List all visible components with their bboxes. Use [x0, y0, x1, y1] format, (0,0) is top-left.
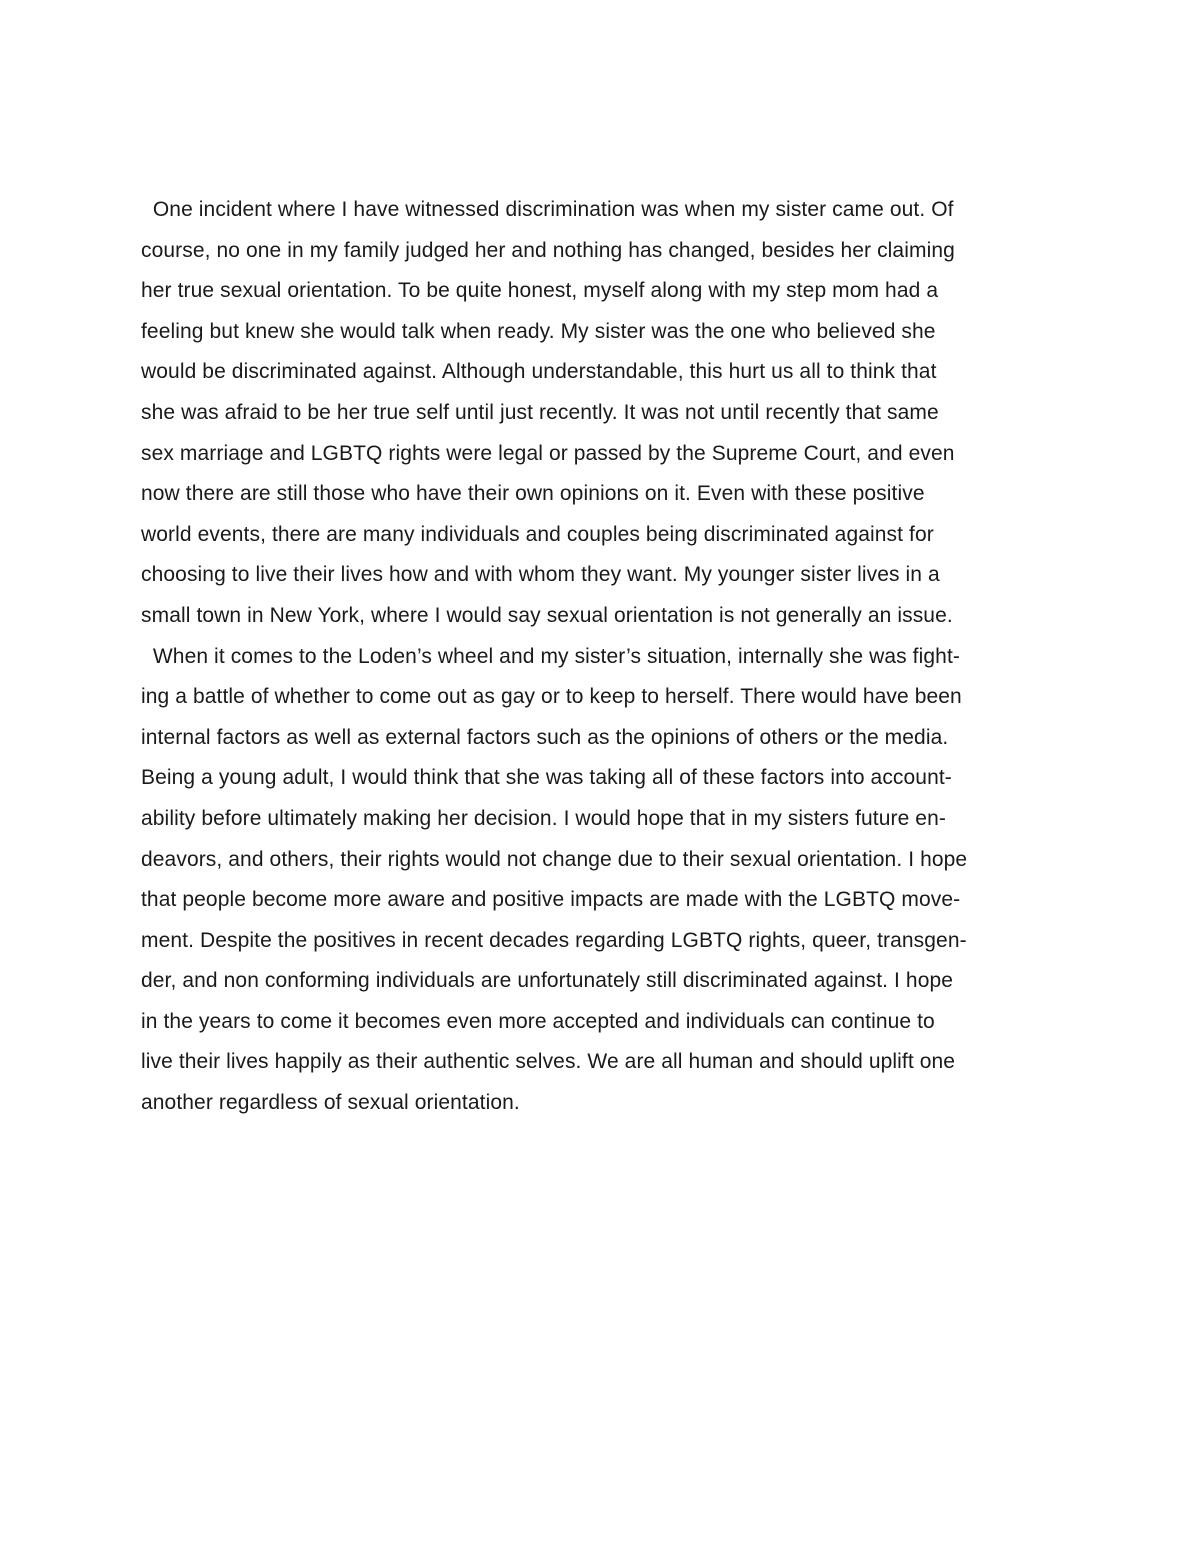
- text-line: One incident where I have witnessed discrimination was when my sister came out. Of: [141, 198, 954, 221]
- text-line: der, and non conforming individuals are unfortunately still discriminated against. I hope: [141, 969, 954, 993]
- text-line: Being a young adult, I would think that she was taking all of these factors into account-: [141, 766, 952, 790]
- text-line: When it comes to the Loden’s wheel and my sister’s situation, internally she was fight-: [141, 644, 960, 668]
- text-line: would be discriminated against. Although understandable, this hurt us all to think that: [141, 360, 937, 384]
- text-line: that people become more aware and positive impacts are made with the LGBTQ move-: [141, 888, 961, 912]
- text-line: world events, there are many individuals and couples being discriminated against for: [141, 522, 934, 546]
- text-line: her true sexual orientation. To be quite honest, myself along with my step mom had a: [141, 279, 939, 303]
- text-line: live their lives happily as their authentic selves. We are all human and should uplift one: [141, 1050, 956, 1074]
- document-body-text: [141, 190, 1061, 1124]
- text-line: ment. Despite the positives in recent decades regarding LGBTQ rights, queer, transgen-: [141, 928, 967, 952]
- text-line: another regardless of sexual orientation.: [141, 1091, 520, 1115]
- text-line: deavors, and others, their rights would not change due to their sexual orientation. I hope: [141, 847, 968, 871]
- text-line: course, no one in my family judged her and nothing has changed, besides her claiming: [141, 238, 955, 262]
- text-line: ability before ultimately making her decision. I would hope that in my sisters future en-: [141, 806, 946, 830]
- text-line: choosing to live their lives how and with whom they want. My younger sister lives in a: [141, 563, 940, 587]
- text-line: small town in New York, where I would say sexual orientation is not generally an issue.: [141, 603, 953, 627]
- text-line: feeling but knew she would talk when ready. My sister was the one who believed she: [141, 319, 936, 343]
- text-line: ing a battle of whether to come out as gay or to keep to herself. There would have been: [141, 685, 962, 709]
- text-line: she was afraid to be her true self until just recently. It was not until recently that same: [141, 400, 939, 424]
- text-line: internal factors as well as external factors such as the opinions of others or the media.: [141, 725, 949, 749]
- text-line: sex marriage and LGBTQ rights were legal or passed by the Supreme Court, and even: [141, 441, 955, 465]
- text-line: now there are still those who have their own opinions on it. Even with these positive: [141, 482, 925, 506]
- text-line: in the years to come it becomes even more accepted and individuals can continue to: [141, 1009, 935, 1033]
